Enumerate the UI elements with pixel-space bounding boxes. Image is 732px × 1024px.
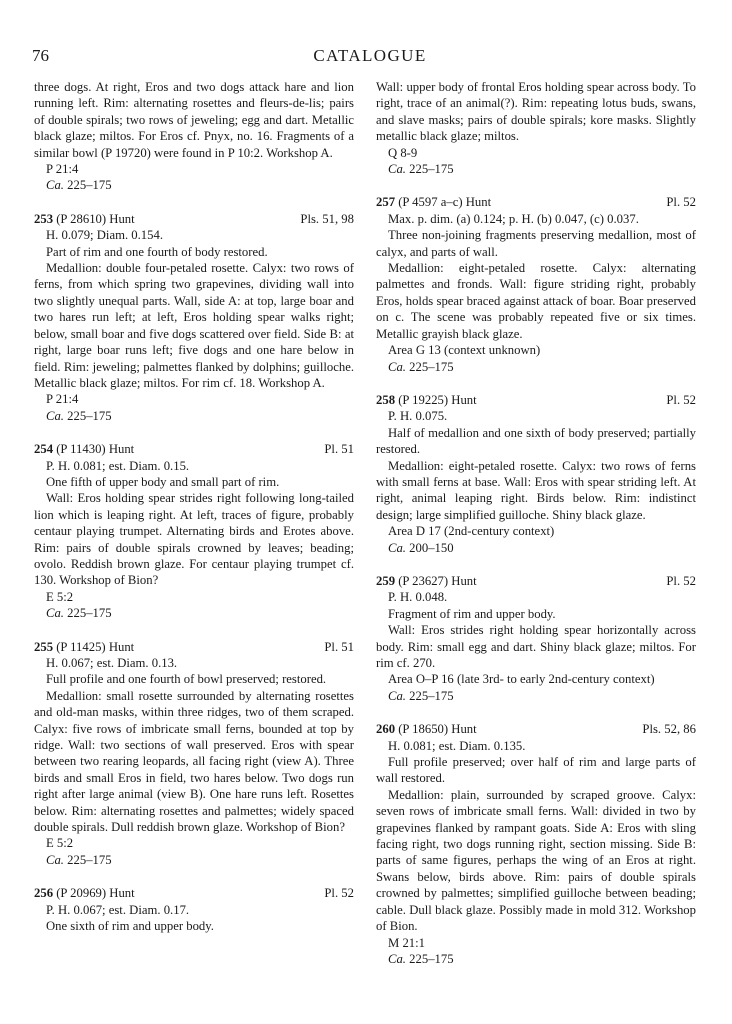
date-range: 225–175: [67, 606, 112, 621]
date-range: 225–175: [409, 162, 454, 177]
date-range: 225–175: [409, 951, 454, 966]
entry-dimensions: P. H. 0.075.: [388, 409, 448, 424]
entry-inventory: (P 20969) Hunt: [56, 886, 135, 901]
date-range: 225–175: [67, 178, 112, 193]
entry-date: [34, 852, 354, 868]
date-circa: Ca.: [46, 178, 64, 193]
page-number: 76: [32, 46, 49, 65]
entry-date: [34, 605, 354, 621]
date-circa: Ca.: [388, 951, 406, 966]
entry-title: [376, 573, 477, 589]
page-header: [20, 46, 720, 70]
entry-dimensions: P. H. 0.048.: [388, 590, 448, 605]
date-range: 225–175: [409, 359, 454, 374]
entry-heading: [34, 639, 354, 655]
entry-paragraph: Full profile preserved; over half of rim and large parts of wall restored.: [376, 755, 696, 786]
entry-paragraph: Medallion: small rosette surrounded by alternating rosettes and old-man masks, within three ridges, two of them scraped. Calyx: five rows of imbricate small ferns, bounded at top by ridge. Wall: two sections of wall preserved. Eros with spear between two rearing leopards, all facing right (view A). Three birds and small Eros in field, two hares below. Two dogs run right after large animal (view B). One hare runs left. Rosettes below. Rim: alternating rosettes and palmettes; widely spaced double spirals. Dull reddish brown glaze. Workshop of Bion?: [34, 688, 354, 835]
entry-paragraph: Medallion: plain, surrounded by scraped groove. Calyx: seven rows of imbricate small ferns. Wall: divided in two by grapevines flanked by rampant goats. Side A: Eros with sling facing right, two dogs running right, section missing. Side B: parts of same figures, perhaps the wing of an Eros at right. Swans below, birds above. Rim: pairs of double spirals crowned by palmettes; simplified guilloche between beading; cable. Dull black glaze. Possibly made in mold 312. Workshop of Bion.: [376, 787, 696, 934]
entry-context: Area D 17 (2nd-century context): [388, 524, 555, 539]
entry-gap: [34, 622, 354, 639]
entry-paragraph: Medallion: eight-petaled rosette. Calyx: alternating palmettes and fronds. Wall: figure striding right, probably Eros, holds spear braced against attack of boar. Boar preserved on c. The scene was probably repeated five or six times. Metallic grayish black glaze.: [376, 261, 696, 341]
entry-title: [34, 441, 134, 457]
entry-continuation: [34, 79, 354, 194]
entry-title: [376, 392, 477, 408]
entry-plates: Pl. 52: [324, 886, 354, 901]
entry-date: [376, 161, 696, 177]
date-range: 225–175: [67, 852, 112, 867]
entry-context: Area O–P 16 (late 3rd- to early 2nd-century context): [388, 672, 655, 687]
entry-context: Area G 13 (context unknown): [388, 343, 541, 358]
entry-heading: [34, 211, 354, 227]
entry-number: 253: [34, 211, 54, 226]
entry-paragraph: One sixth of rim and upper body.: [46, 919, 214, 934]
catalogue-entry: [376, 392, 696, 556]
entry-plates: Pls. 52, 86: [642, 722, 696, 737]
entry-heading: [376, 573, 696, 589]
entry-gap: [34, 868, 354, 885]
date-circa: Ca.: [46, 852, 64, 867]
entry-context: P 21:4: [46, 392, 79, 407]
left-column: [34, 79, 354, 935]
entry-dimensions: H. 0.081; est. Diam. 0.135.: [388, 738, 526, 753]
entry-paragraph: Three non-joining fragments preserving medallion, most of calyx, and parts of wall.: [376, 228, 696, 259]
entry-context: P 21:4: [46, 162, 79, 177]
entry-number: 258: [376, 392, 396, 407]
entry-plates: Pl. 51: [324, 639, 354, 654]
entry-plates: Pls. 51, 98: [300, 211, 354, 226]
entry-inventory: (P 28610) Hunt: [56, 211, 135, 226]
entry-inventory: (P 11430) Hunt: [56, 442, 135, 457]
entry-date: [376, 359, 696, 375]
entry-paragraph: Medallion: eight-petaled rosette. Calyx: two rows of ferns with small ferns at base. Wall: Eros with spear striding left. At right, animal leaping right. Birds below. Rim: indistinct design; large simplified guilloche. Shiny black glaze.: [376, 458, 696, 522]
entry-number: 259: [376, 573, 396, 588]
entry-heading: [376, 194, 696, 210]
entry-number: 254: [34, 442, 54, 457]
entry-context: E 5:2: [46, 836, 74, 851]
entry-inventory: (P 23627) Hunt: [398, 573, 477, 588]
entry-title: [34, 885, 135, 901]
catalogue-entry: [376, 194, 696, 374]
entry-title: [376, 194, 491, 210]
date-circa: Ca.: [388, 162, 406, 177]
entry-gap: [34, 194, 354, 211]
entry-date: [34, 177, 354, 193]
running-head: CATALOGUE: [313, 46, 427, 65]
entry-dimensions: H. 0.067; est. Diam. 0.13.: [46, 656, 178, 670]
entry-gap: [376, 375, 696, 392]
entry-context: E 5:2: [46, 589, 74, 604]
entry-dimensions: P. H. 0.081; est. Diam. 0.15.: [46, 458, 190, 473]
entry-date: [376, 540, 696, 556]
entry-title: [34, 639, 134, 655]
entry-paragraph: Medallion: double four-petaled rosette. Calyx: two rows of ferns, from which spring two grapevines, dividing wall into two slightly unequal parts. Wall, side A: at top, large boar and two hares run left; at left, Eros holding spear walks right; below, small boar and five dogs scattered over field. Side B: at right, large boar runs left; five dogs and one hare below in field. Rim: jeweling; palmettes flanked by dolphins; guilloche. Metallic black glaze; miltos. For rim cf. 18. Workshop A.: [34, 261, 354, 390]
date-range: 225–175: [409, 688, 454, 703]
entry-dimensions: Max. p. dim. (a) 0.124; p. H. (b) 0.047, (c) 0.037.: [388, 211, 639, 226]
entry-plates: Pl. 52: [666, 573, 696, 588]
entry-paragraph: Full profile and one fourth of bowl preserved; restored.: [46, 672, 327, 687]
entry-inventory: (P 18650) Hunt: [398, 722, 477, 737]
date-circa: Ca.: [388, 688, 406, 703]
entry-plates: Pl. 51: [324, 442, 354, 457]
catalogue-entry: [34, 885, 354, 934]
entry-plates: Pl. 52: [666, 392, 696, 407]
entry-inventory: (P 11425) Hunt: [56, 639, 135, 654]
entry-paragraph: Part of rim and one fourth of body restored.: [46, 244, 268, 259]
entry-paragraph: Wall: Eros strides right holding spear horizontally across body. Rim: small egg and dart. Shiny black glaze; miltos. For rim cf. 270.: [376, 623, 696, 670]
entry-title: [376, 721, 477, 737]
entry-paragraph: One fifth of upper body and small part of rim.: [46, 474, 280, 489]
date-circa: Ca.: [388, 540, 406, 555]
date-range: 225–175: [67, 408, 112, 423]
entry-date: [34, 408, 354, 424]
catalogue-entry: [376, 573, 696, 704]
entry-context: Q 8-9: [388, 145, 418, 160]
entry-gap: [376, 556, 696, 573]
entry-paragraph: Fragment of rim and upper body.: [388, 606, 556, 621]
entry-inventory: (P 4597 a–c) Hunt: [398, 195, 492, 210]
entry-paragraph: three dogs. At right, Eros and two dogs attack hare and lion running left. Rim: alternating rosettes and fleurs-de-lis; pairs of double spirals; two rows of jeweling; egg and dart. Metallic black glaze; miltos. For Eros cf. Pnyx, no. 16. Fragments of a similar bowl (P 19720) were found in P 10:2. Workshop A.: [34, 80, 354, 160]
entry-paragraph: Wall: Eros holding spear strides right following long-tailed lion which is leaping right. At left, traces of figure, probably centaur playing trumpet. Alternating birds and Erotes above. Rim: pairs of double spirals crowned by leaves; beading; ovolo. Reddish brown glaze. For centaur playing trumpet cf. 130. Workshop of Bion?: [34, 491, 354, 588]
catalogue-entry: [34, 639, 354, 869]
entry-title: [34, 211, 135, 227]
entry-number: 255: [34, 639, 54, 654]
entry-plates: Pl. 52: [666, 195, 696, 210]
entry-heading: [376, 721, 696, 737]
entry-dimensions: H. 0.079; Diam. 0.154.: [46, 228, 164, 243]
entry-continuation: [376, 79, 696, 177]
entry-date: [376, 951, 696, 967]
catalogue-entry: [34, 441, 354, 621]
catalogue-entry: [376, 721, 696, 967]
entry-dimensions: P. H. 0.067; est. Diam. 0.17.: [46, 902, 190, 917]
entry-heading: [34, 885, 354, 901]
entry-paragraph: Wall: upper body of frontal Eros holding spear across body. To right, trace of an animal(?). Rim: repeating lotus buds, swans, and slave masks; pairs of double spirals; kore masks. Slightly metallic black glaze; miltos.: [376, 80, 696, 144]
date-range: 200–150: [409, 540, 454, 555]
right-column: [376, 79, 696, 967]
entry-number: 257: [376, 195, 396, 210]
entry-heading: [34, 441, 354, 457]
date-circa: Ca.: [46, 606, 64, 621]
entry-number: 260: [376, 722, 396, 737]
entry-gap: [376, 704, 696, 721]
entry-gap: [34, 424, 354, 441]
entry-paragraph: Half of medallion and one sixth of body preserved; partially restored.: [376, 425, 696, 457]
entry-inventory: (P 19225) Hunt: [398, 392, 477, 407]
entry-heading: [376, 392, 696, 408]
entry-context: M 21:1: [388, 935, 426, 950]
date-circa: Ca.: [388, 359, 406, 374]
catalogue-entry: [34, 211, 354, 424]
entry-gap: [376, 177, 696, 194]
entry-number: 256: [34, 886, 54, 901]
entry-date: [376, 688, 696, 704]
date-circa: Ca.: [46, 408, 64, 423]
